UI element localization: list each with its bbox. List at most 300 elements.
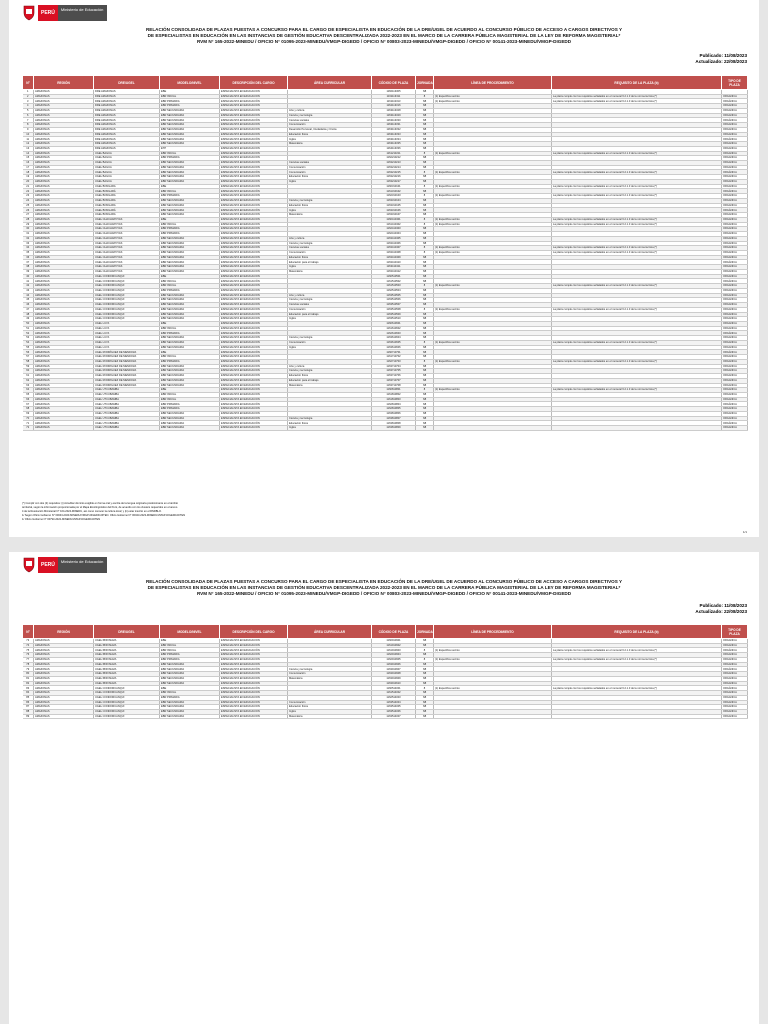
table-cell: EBR SECUNDARIA xyxy=(160,179,220,184)
table-cell: (1) Especifica sucinto xyxy=(434,246,552,251)
table-cell: 1163213214 xyxy=(372,165,416,170)
column-header: JORNADA xyxy=(416,76,434,90)
table-cell: N8 xyxy=(416,676,434,681)
table-cell: 8 xyxy=(23,123,34,128)
table-cell: ESPECIALISTA EN EDUCACIÓN xyxy=(220,165,288,170)
table-cell: AMAZONAS xyxy=(34,350,94,355)
table-cell: ORGÁNICA xyxy=(722,700,748,705)
table-cell: EBR SECUNDARIA xyxy=(160,208,220,213)
table-cell: UGEL BONGARÁ xyxy=(94,203,160,208)
table-cell: 74 xyxy=(23,643,34,648)
table-cell: N8 xyxy=(416,118,434,123)
table-cell: N8 xyxy=(416,321,434,326)
table-cell: EBR SECUNDARIA xyxy=(160,667,220,672)
table-cell: UGEL IBIR IMAZA xyxy=(94,672,160,677)
table-cell: N8 xyxy=(416,156,434,161)
table-cell: 1161313102 xyxy=(372,189,416,194)
table-cell: AMAZONAS xyxy=(34,340,94,345)
table-cell: 1163413406 xyxy=(372,241,416,246)
table-cell: 40 xyxy=(23,274,34,279)
table-cell: N8 xyxy=(416,142,434,147)
table-cell: N8 xyxy=(416,99,434,104)
table-cell: 16 xyxy=(23,161,34,166)
table-cell: UGEL IBIR IMAZA xyxy=(94,667,160,672)
table-cell: UGEL UTCUBAMBA xyxy=(94,393,160,398)
table-cell: ORGÁNICA xyxy=(722,213,748,218)
table-cell: ESPECIALISTA EN EDUCACIÓN xyxy=(220,108,288,113)
table-cell: 1163513507 xyxy=(372,303,416,308)
table-cell: ORGÁNICA xyxy=(722,189,748,194)
table-cell: UGEL CHACHAPOYAS xyxy=(94,255,160,260)
table-cell: AMAZONAS xyxy=(34,667,94,672)
table-cell: AMAZONAS xyxy=(34,255,94,260)
table-cell: ORGÁNICA xyxy=(722,99,748,104)
table-cell: UGEL CHACHAPOYAS xyxy=(94,269,160,274)
table-cell: 62 xyxy=(23,378,34,383)
table-cell: N8 xyxy=(416,298,434,303)
table-cell: ESPECIALISTA EN EDUCACIÓN xyxy=(220,416,288,421)
table-cell: 10 xyxy=(23,132,34,137)
table-cell: 35 xyxy=(23,250,34,255)
table-cell: (1) Especifica sucinto xyxy=(434,217,552,222)
table-cell: ESPECIALISTA EN EDUCACIÓN xyxy=(220,407,288,412)
column-header: MODELO/NIVEL xyxy=(160,625,220,639)
table-cell: UGEL CONDORCANQUI xyxy=(94,293,160,298)
table-cell: AMAZONAS xyxy=(34,222,94,227)
table-cell: UGEL CONDORCANQUI xyxy=(94,298,160,303)
table-cell: ESPECIALISTA EN EDUCACIÓN xyxy=(220,284,288,289)
table-cell: AMAZONAS xyxy=(34,326,94,331)
table-cell: EBR PRIMARIA xyxy=(160,288,220,293)
table-cell: (1) Especifica sucinto xyxy=(434,388,552,393)
table-cell: UGEL CONDORCANQUI xyxy=(94,288,160,293)
table-cell: AMAZONAS xyxy=(34,236,94,241)
table-cell: (1) Especifica sucinto xyxy=(434,284,552,289)
table-cell: UGEL CHACHAPOYAS xyxy=(94,236,160,241)
table-cell: AMAZONAS xyxy=(34,241,94,246)
table-cell: 1160313101 xyxy=(372,184,416,189)
table-cell: 26 xyxy=(23,208,34,213)
table-cell: AMAZONAS xyxy=(34,161,94,166)
table-cell: N8 xyxy=(416,345,434,350)
table-cell: 70 xyxy=(23,416,34,421)
table-cell: AMAZONAS xyxy=(34,378,94,383)
table-cell: 1 xyxy=(23,90,34,95)
table-cell: 44 xyxy=(23,293,34,298)
table-cell: 1163913910 xyxy=(372,681,416,686)
table-cell: UGEL BAGUA xyxy=(94,165,160,170)
table-cell: ESPECIALISTA EN EDUCACIÓN xyxy=(220,99,288,104)
table-cell: EBR INICIAL xyxy=(160,222,220,227)
document-page-2 xyxy=(9,552,759,1024)
table-cell: UGEL LUYA xyxy=(94,321,160,326)
table-cell: AMAZONAS xyxy=(34,90,94,95)
table-cell: ORGÁNICA xyxy=(722,293,748,298)
table-cell: UGEL BAGUA xyxy=(94,151,160,156)
table-cell: EBR SECUNDARIA xyxy=(160,317,220,322)
table-cell: 76 xyxy=(23,653,34,658)
page-number: 1/1 xyxy=(742,530,747,534)
table-cell: 1163113333 xyxy=(372,132,416,137)
table-cell: EBR PRIMARIA xyxy=(160,653,220,658)
table-cell: ESPECIALISTA EN EDUCACIÓN xyxy=(220,383,288,388)
table-cell: Educación física xyxy=(288,203,372,208)
table-cell: AMAZONAS xyxy=(34,184,94,189)
table-cell: AMAZONAS xyxy=(34,104,94,109)
table-cell: ORGÁNICA xyxy=(722,269,748,274)
table-cell: UGEL IBIR IMAZA xyxy=(94,676,160,681)
table-cell: 22 xyxy=(23,189,34,194)
table-cell: EBR SECUNDARIA xyxy=(160,714,220,719)
table-cell: ORGÁNICA xyxy=(722,639,748,644)
table-cell: 1160113305 xyxy=(372,90,416,95)
table-cell: Ciencias sociales xyxy=(288,303,372,308)
table-cell: La plaza cumple con los requisitos señalados en el numeral 6.2.1.3 de la norma técnica (*) xyxy=(552,99,722,104)
table-cell: (1) Especifica sucinto xyxy=(434,250,552,255)
table-cell: UGEL CHACHAPOYAS xyxy=(94,222,160,227)
table-cell: 8 xyxy=(416,686,434,691)
column-header: JORNADA xyxy=(416,625,434,639)
table-cell: 57 xyxy=(23,355,34,360)
table-cell: AMAZONAS xyxy=(34,94,94,99)
table-cell: AMAZONAS xyxy=(34,260,94,265)
table-cell: EBR SECUNDARIA xyxy=(160,246,220,251)
table-cell: 28 xyxy=(23,217,34,222)
table-cell: 8 xyxy=(416,657,434,662)
table-cell: EBR SECUNDARIA xyxy=(160,123,220,128)
table-cell: 67 xyxy=(23,402,34,407)
table-cell: AMAZONAS xyxy=(34,208,94,213)
table-cell: 8 xyxy=(416,217,434,222)
table-cell: UGEL CONDORCANQUI xyxy=(94,695,160,700)
table-cell: EBR PRIMARIA xyxy=(160,194,220,199)
table-cell: 1162514003 xyxy=(372,695,416,700)
table-cell: AMAZONAS xyxy=(34,118,94,123)
table-cell: N8 xyxy=(416,714,434,719)
table-cell: ORGÁNICA xyxy=(722,208,748,213)
table-cell: ESPECIALISTA EN EDUCACIÓN xyxy=(220,269,288,274)
table-cell: 2 xyxy=(23,94,34,99)
table-cell: 41 xyxy=(23,279,34,284)
table-cell: EBR SECUNDARIA xyxy=(160,198,220,203)
column-header: DRE/UGEL xyxy=(94,625,160,639)
table-cell: ESPECIALISTA EN EDUCACIÓN xyxy=(220,345,288,350)
table-cell: ORGÁNICA xyxy=(722,217,748,222)
table-cell: N8 xyxy=(416,672,434,677)
table-cell: ORGÁNICA xyxy=(722,312,748,317)
table-cell: UGEL LUYA xyxy=(94,326,160,331)
table-cell: La plaza cumple con los requisitos señalados en el numeral 6.2.1.3 de la norma técnica (*) xyxy=(552,246,722,251)
column-header: REQUISITO DE LA PLAZA (b) xyxy=(552,76,722,90)
table-cell: 3 xyxy=(23,99,34,104)
table-cell: ORGÁNICA xyxy=(722,255,748,260)
table-cell: N8 xyxy=(416,303,434,308)
table-cell: La plaza cumple con los requisitos señalados en el numeral 6.2.1.3 de la norma técnica (*) xyxy=(552,184,722,189)
table-cell: Inglés xyxy=(288,179,372,184)
publication-dates xyxy=(695,603,747,615)
column-header: REGIÓN xyxy=(34,76,94,90)
table-cell: ESPECIALISTA EN EDUCACIÓN xyxy=(220,288,288,293)
table-cell: 8 xyxy=(416,194,434,199)
table-cell: (1) Especifica sucinto xyxy=(434,222,552,227)
table-cell: ESPECIALISTA EN EDUCACIÓN xyxy=(220,378,288,383)
table-cell: 88 xyxy=(23,710,34,715)
table-cell: UGEL RODRÍGUEZ DE MENDOZA xyxy=(94,350,160,355)
table-cell: 1163513509 xyxy=(372,312,416,317)
table-cell: ESPECIALISTA EN EDUCACIÓN xyxy=(220,175,288,180)
table-cell: EBE xyxy=(160,350,220,355)
table-cell: (1) Especifica sucinto xyxy=(434,194,552,199)
table-cell: Educación física xyxy=(288,374,372,379)
table-cell xyxy=(552,426,722,431)
table-cell: ORGÁNICA xyxy=(722,274,748,279)
table-cell: AMAZONAS xyxy=(34,99,94,104)
title-line-1: RELACIÓN CONSOLIDADA DE PLAZAS PUESTAS A CONCURSO PARA EL CARGO DE ESPECIALISTA EN EDUCACIÓN DE LA DRE/UGEL DE ACUERDO AL CONCURSO PÚBLICO DE ACCESO A CARGOS DIRECTIVOS Y xyxy=(145,27,623,32)
table-cell: ESPECIALISTA EN EDUCACIÓN xyxy=(220,710,288,715)
table-cell: ESPECIALISTA EN EDUCACIÓN xyxy=(220,667,288,672)
table-cell: ORGÁNICA xyxy=(722,241,748,246)
table-cell: ESPECIALISTA EN EDUCACIÓN xyxy=(220,146,288,151)
table-cell: UGEL LUYA xyxy=(94,345,160,350)
table-cell: ORGÁNICA xyxy=(722,104,748,109)
table-cell: 1163513508 xyxy=(372,307,416,312)
table-cell: 1163713708 xyxy=(372,383,416,388)
table-cell: EBR SECUNDARIA xyxy=(160,681,220,686)
table-cell: UGEL UTCUBAMBA xyxy=(94,397,160,402)
table-cell: 79 xyxy=(23,667,34,672)
table-cell: UGEL IBIR IMAZA xyxy=(94,681,160,686)
table-cell: 34 xyxy=(23,246,34,251)
table-cell: Ciencias sociales xyxy=(288,161,372,166)
table-cell: 1163913908 xyxy=(372,672,416,677)
table-cell: AMAZONAS xyxy=(34,123,94,128)
table-cell: 85 xyxy=(23,695,34,700)
table-cell: EBR SECUNDARIA xyxy=(160,672,220,677)
table-cell: 60 xyxy=(23,369,34,374)
table-cell: EBR SECUNDARIA xyxy=(160,340,220,345)
table-cell: AMAZONAS xyxy=(34,151,94,156)
table-cell: La plaza cumple con los requisitos señalados en el numeral 6.2.1.3 de la norma técnica (*) xyxy=(552,170,722,175)
table-cell: UGEL CHACHAPOYAS xyxy=(94,232,160,237)
table-cell: AMAZONAS xyxy=(34,132,94,137)
table-cell: N8 xyxy=(416,336,434,341)
table-cell: EBR SECUNDARIA xyxy=(160,676,220,681)
table-cell: Inglés xyxy=(288,265,372,270)
table-cell: AMAZONAS xyxy=(34,355,94,360)
table-cell: UGEL CONDORCANQUI xyxy=(94,686,160,691)
table-cell: ESPECIALISTA EN EDUCACIÓN xyxy=(220,137,288,142)
table-cell: Educación física xyxy=(288,421,372,426)
table-cell: N8 xyxy=(416,293,434,298)
table-cell: AMAZONAS xyxy=(34,269,94,274)
published-date: Publicado: 11/08/2023 xyxy=(699,603,747,608)
table-cell: EBR SECUNDARIA xyxy=(160,293,220,298)
table-cell: N8 xyxy=(416,208,434,213)
table-cell: EBR SECUNDARIA xyxy=(160,421,220,426)
table-cell: UGEL UTCUBAMBA xyxy=(94,407,160,412)
table-cell: N8 xyxy=(416,241,434,246)
table-cell: Arte y cultura xyxy=(288,364,372,369)
table-cell: ORGÁNICA xyxy=(722,184,748,189)
table-cell: 1163713705 xyxy=(372,369,416,374)
table-cell: ORGÁNICA xyxy=(722,227,748,232)
table-cell: ORGÁNICA xyxy=(722,648,748,653)
column-header: N° xyxy=(23,76,34,90)
table-cell: (1) Especifica sucinto xyxy=(434,648,552,653)
table-cell: ESPECIALISTA EN EDUCACIÓN xyxy=(220,681,288,686)
table-cell: Educación para el trabajo xyxy=(288,312,372,317)
table-cell: ORGÁNICA xyxy=(722,369,748,374)
table-cell: 1163514006 xyxy=(372,710,416,715)
table-cell: 1163813808 xyxy=(372,421,416,426)
table-cell: DRE AMAZONAS xyxy=(94,90,160,95)
table-cell: ORGÁNICA xyxy=(722,426,748,431)
table-cell: ESPECIALISTA EN EDUCACIÓN xyxy=(220,161,288,166)
table-cell: AMAZONAS xyxy=(34,284,94,289)
column-header: N° xyxy=(23,625,34,639)
table-cell: UGEL CONDORCANQUI xyxy=(94,317,160,322)
table-cell: ORGÁNICA xyxy=(722,326,748,331)
table-cell: ESPECIALISTA EN EDUCACIÓN xyxy=(220,402,288,407)
table-cell: 1163514004 xyxy=(372,700,416,705)
table-cell: 1163313106 xyxy=(372,208,416,213)
table-cell: 8 xyxy=(416,246,434,251)
logo-country: PERÚ xyxy=(38,5,58,21)
table-cell: ESPECIALISTA EN EDUCACIÓN xyxy=(220,393,288,398)
table-cell: ORGÁNICA xyxy=(722,265,748,270)
table-cell: 1163113334 xyxy=(372,137,416,142)
table-cell: UGEL CONDORCANQUI xyxy=(94,691,160,696)
table-cell: EBR INICIAL xyxy=(160,397,220,402)
table-cell: AMAZONAS xyxy=(34,672,94,677)
table-cell: Matemática xyxy=(288,714,372,719)
table-cell: ESPECIALISTA EN EDUCACIÓN xyxy=(220,303,288,308)
column-header: DRE/UGEL xyxy=(94,76,160,90)
table-cell: N8 xyxy=(416,108,434,113)
table-cell: EBR PRIMARIA xyxy=(160,104,220,109)
table-cell: 43 xyxy=(23,288,34,293)
table-cell: ESPECIALISTA EN EDUCACIÓN xyxy=(220,113,288,118)
table-cell: ORGÁNICA xyxy=(722,94,748,99)
table-cell: 84 xyxy=(23,691,34,696)
table-cell: AMAZONAS xyxy=(34,317,94,322)
table-cell: ESPECIALISTA EN EDUCACIÓN xyxy=(220,189,288,194)
table-cell xyxy=(552,714,722,719)
table-cell: ESPECIALISTA EN EDUCACIÓN xyxy=(220,691,288,696)
table-cell: 36 xyxy=(23,255,34,260)
table-cell: EBR INICIAL xyxy=(160,355,220,360)
table-cell: 54 xyxy=(23,340,34,345)
table-cell: ESPECIALISTA EN EDUCACIÓN xyxy=(220,198,288,203)
table-cell: 1161514002 xyxy=(372,691,416,696)
table-cell: UGEL BONGARÁ xyxy=(94,184,160,189)
table-cell: 1163413410 xyxy=(372,260,416,265)
table-cell: 11 xyxy=(23,137,34,142)
table-cell: ESPECIALISTA EN EDUCACIÓN xyxy=(220,255,288,260)
table-cell: EBR INICIAL xyxy=(160,648,220,653)
table-cell: (1) Especifica sucinto xyxy=(434,99,552,104)
footnotes xyxy=(22,502,352,522)
table-cell: N8 xyxy=(416,407,434,412)
table-cell: AMAZONAS xyxy=(34,407,94,412)
table-cell: 8 xyxy=(416,340,434,345)
table-cell: N8 xyxy=(416,393,434,398)
table-cell: EBR SECUNDARIA xyxy=(160,265,220,270)
table-cell: 9 xyxy=(23,127,34,132)
table-cell: ESPECIALISTA EN EDUCACIÓN xyxy=(220,208,288,213)
table-cell: 8 xyxy=(416,151,434,156)
table-cell: ORGÁNICA xyxy=(722,710,748,715)
table-cell: AMAZONAS xyxy=(34,312,94,317)
table-cell: N8 xyxy=(416,161,434,166)
table-cell: 61 xyxy=(23,374,34,379)
table-cell: EBR SECUNDARIA xyxy=(160,137,220,142)
table-cell: DRE AMAZONAS xyxy=(94,99,160,104)
table-cell: 49 xyxy=(23,317,34,322)
table-cell: AMAZONAS xyxy=(34,127,94,132)
table-cell: AMAZONAS xyxy=(34,165,94,170)
table-cell: AMAZONAS xyxy=(34,402,94,407)
table-cell: ESPECIALISTA EN EDUCACIÓN xyxy=(220,700,288,705)
table-cell: 71 xyxy=(23,421,34,426)
table-cell: Matemática xyxy=(288,676,372,681)
table-cell: N8 xyxy=(416,681,434,686)
logo-country: PERÚ xyxy=(38,557,58,573)
table-cell: EBR SECUNDARIA xyxy=(160,307,220,312)
title-line-3: RVM N° 165-2022-MINEDU / OFICIO N° 01095-2023-MINEDU/VMGP-DIGEDD / OFICIO N° 00803-2023-MINEDU/VMGP-DIGEDD / OFICIO N° 00141-2023-MINEDU/VMGP-DIGEDD xyxy=(196,591,572,596)
table-cell: ORGÁNICA xyxy=(722,416,748,421)
table-cell: 1162913904 xyxy=(372,653,416,658)
table-cell: ORGÁNICA xyxy=(722,113,748,118)
table-cell: N8 xyxy=(416,165,434,170)
table-cell: AMAZONAS xyxy=(34,700,94,705)
table-cell: 1162313103 xyxy=(372,194,416,199)
table-cell: Ciencia y tecnología xyxy=(288,241,372,246)
table-cell: 58 xyxy=(23,359,34,364)
table-cell: N8 xyxy=(416,639,434,644)
table-cell: AMAZONAS xyxy=(34,336,94,341)
table-cell: N8 xyxy=(416,364,434,369)
table-cell: N8 xyxy=(416,691,434,696)
table-cell: EBR INICIAL xyxy=(160,279,220,284)
table-cell: ORGÁNICA xyxy=(722,355,748,360)
table-cell: EBR SECUNDARIA xyxy=(160,411,220,416)
table-cell: 82 xyxy=(23,681,34,686)
table-cell: 83 xyxy=(23,686,34,691)
table-cell: 20 xyxy=(23,179,34,184)
table-cell: 1163513510 xyxy=(372,317,416,322)
table-cell: 1163613604 xyxy=(372,336,416,341)
table-cell: N8 xyxy=(416,132,434,137)
table-cell: ORGÁNICA xyxy=(722,170,748,175)
table-cell: ORGÁNICA xyxy=(722,284,748,289)
table-cell: DRE AMAZONAS xyxy=(94,94,160,99)
table-cell: EBR SECUNDARIA xyxy=(160,118,220,123)
table-cell: ESPECIALISTA EN EDUCACIÓN xyxy=(220,90,288,95)
table-cell: 1163113331 xyxy=(372,123,416,128)
table-cell: ESPECIALISTA EN EDUCACIÓN xyxy=(220,411,288,416)
table-cell: 29 xyxy=(23,222,34,227)
table-cell: EBR INICIAL xyxy=(160,326,220,331)
table-cell: EBR SECUNDARIA xyxy=(160,260,220,265)
table-cell: EBR PRIMARIA xyxy=(160,232,220,237)
table-cell: EBE xyxy=(160,217,220,222)
document-page-1 xyxy=(9,0,759,537)
table-cell: Inglés xyxy=(288,208,372,213)
table-cell: 1162413404 xyxy=(372,232,416,237)
table-cell: ESPECIALISTA EN EDUCACIÓN xyxy=(220,274,288,279)
table-cell: UGEL BAGUA xyxy=(94,170,160,175)
